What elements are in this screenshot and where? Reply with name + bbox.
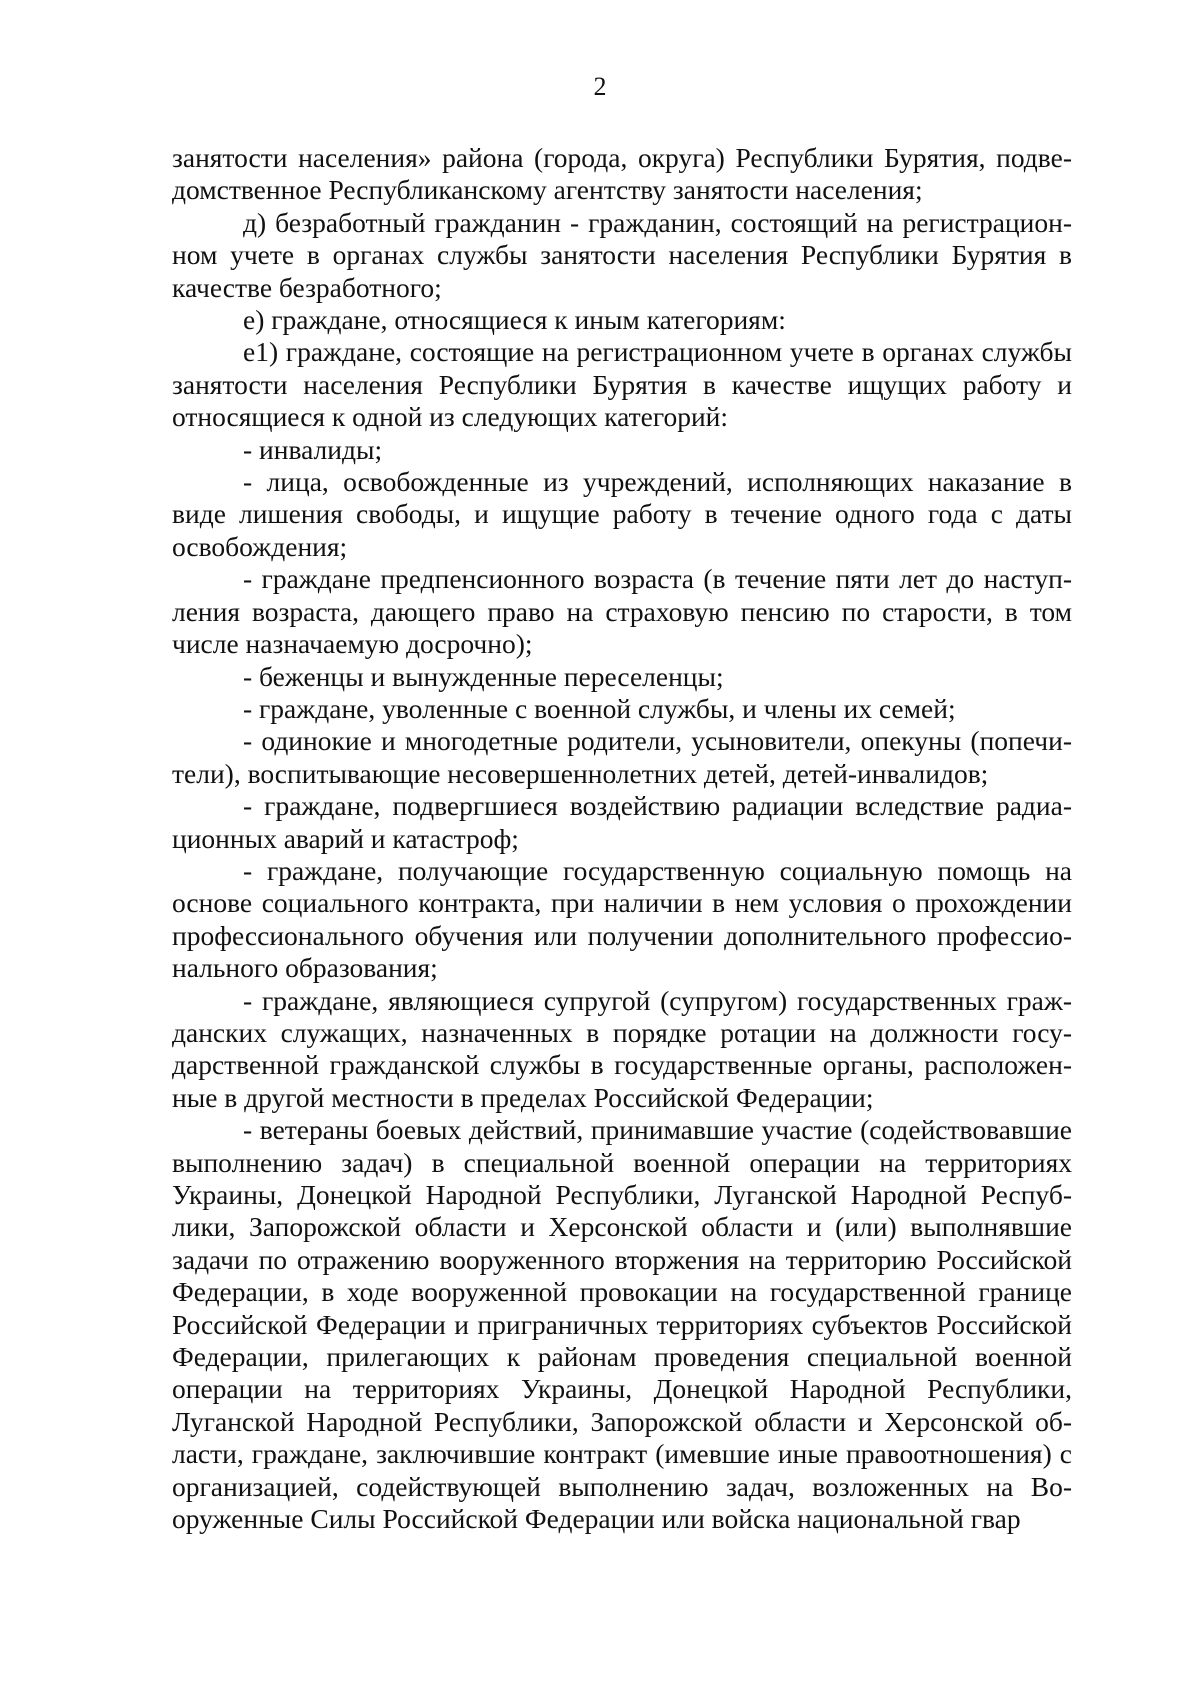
list-item: - инвалиды; xyxy=(243,433,383,465)
document-body xyxy=(172,142,1072,1535)
list-item: - граждане, получающие государственную социальную помощь на основе социального контракта, при наличии в нем условия о прохождении профессионального обучения или получении дополнительного профессионального образования; xyxy=(172,854,1072,984)
list-item: - одинокие и многодетные родители, усыновители, опекуны (попечители), воспитывающие несовершеннолетних детей, детей-инвалидов; xyxy=(172,725,1072,789)
list-item: - граждане, уволенные с военной службы, и члены их семей; xyxy=(243,692,956,724)
list-item: - граждане, подвергшиеся воздействию радиации вследствие радиационных аварий и катастроф; xyxy=(172,790,1072,854)
list-item: - беженцы и вынужденные переселенцы; xyxy=(243,660,724,692)
page-number: 2 xyxy=(593,72,607,101)
paragraph: занятости населения» района (города, округа) Республики Бурятия, подведомственное Республиканскому агентству занятости населения; xyxy=(172,142,1072,206)
list-item: - лица, освобожденные из учреждений, исполняющих наказание в виде лишения свободы, и ищущие работу в течение одного года с даты освобождения; xyxy=(172,466,1072,562)
paragraph: е1) граждане, состоящие на регистрационном учете в органах службы занятости населения Республики Бурятия в качестве ищущих работу и относящиеся к одной из следующих категорий: xyxy=(172,336,1072,433)
paragraph: е) граждане, относящиеся к иным категориям: xyxy=(243,304,786,336)
list-item: - граждане, являющиеся супругой (супругом) государственных гражданских служащих, назначенных в порядке ротации на должности государственной гражданской службы в государственные органы, расположенные в другой местности в пределах Российской Федерации; xyxy=(172,984,1072,1113)
list-item: - граждане предпенсионного возраста (в течение пяти лет до наступления возраста, дающего право на страховую пенсию по старости, в том числе назначаемую досрочно); xyxy=(172,563,1072,660)
list-item: - ветераны боевых действий, принимавшие участие (содействовавшие выполнению задач) в специальной военной операции на территориях Украины, Донецкой Народной Республики, Луганской Народной Республики, Запорожской области и Херсонской области и (или) выполнявшие задачи по отражению вооруженного вторжения на территорию Российской Федерации, в ходе вооруженной провокации на государственной границе Российской Федерации и приграничных территориях субъектов Российской Федерации, прилегающих к районам проведения специальной военной операции на территориях Украины, Донецкой Народной Республики, Луганской Народной Республики, Запорожской области и Херсонской области, граждане, заключившие контракт (имевшие иные правоотношения) с организацией, содействующей выполнению задач, возложенных на Вооруженные Силы Российской Федерации или войска национальной гвар xyxy=(172,1114,1072,1535)
paragraph: д) безработный гражданин - гражданин, состоящий на регистрационном учете в органах службы занятости населения Республики Бурятия в качестве безработного; xyxy=(172,206,1072,303)
